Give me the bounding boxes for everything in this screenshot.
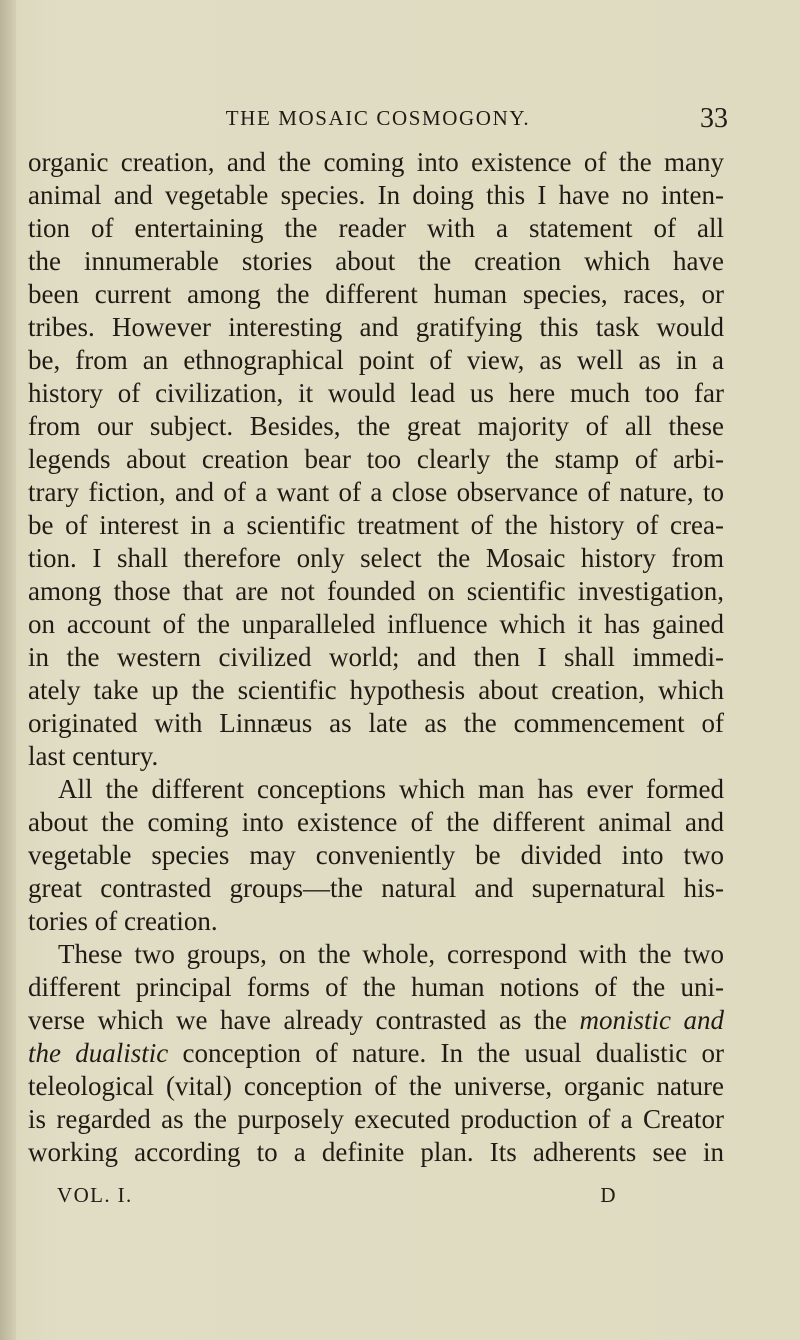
text-line: originated with Linnæus as late as the commencement of [28, 708, 724, 738]
binding-gutter [0, 0, 16, 1340]
text-line: legends about creation bear too clearly the stamp of arbi- [28, 444, 724, 474]
text-line: vegetable species may conveniently be divided into two [28, 840, 724, 870]
text-line: All the different conceptions which man has ever formed [58, 774, 724, 804]
page-number: 33 [700, 103, 728, 134]
text-line: working according to a definite plan. Its adherents see in [28, 1137, 724, 1167]
text-line: teleological (vital) conception of the universe, organic nature [28, 1071, 724, 1101]
text-line: trary fiction, and of a want of a close observance of nature, to [28, 477, 724, 507]
text-span: verse which we have already contrasted as the [28, 1005, 580, 1035]
text-line: on account of the unparalleled influence which it has gained [28, 609, 724, 639]
text-line: tories of creation. [28, 906, 218, 936]
italic-term: monistic and [579, 1005, 724, 1035]
paragraph-2 [28, 773, 724, 938]
text-line: last century. [28, 741, 159, 771]
text-line: among those that are not founded on scientific investigation, [28, 576, 724, 606]
volume-mark: VOL. I. [57, 1183, 133, 1207]
running-head [28, 103, 728, 136]
signature-mark: D [600, 1183, 617, 1207]
text-line: different principal forms of the human notions of the uni- [28, 972, 724, 1002]
page-footer [57, 1183, 617, 1213]
text-line: about the coming into existence of the different animal and [28, 807, 724, 837]
text-line: been current among the different human species, races, or [28, 279, 724, 309]
text-line: history of civilization, it would lead us here much too far [28, 378, 724, 408]
text-line: tion. I shall therefore only select the Mosaic history from [28, 543, 724, 573]
text-line: is regarded as the purposely executed production of a Creator [28, 1104, 724, 1134]
text-line: These two groups, on the whole, correspond with the two [58, 939, 724, 969]
text-line: tribes. However interesting and gratifying this task would [28, 312, 724, 342]
text-line: organic creation, and the coming into existence of the many [28, 147, 724, 177]
paragraph-1 [28, 146, 724, 773]
paragraph-3 [28, 938, 724, 1169]
text-line: be of interest in a scientific treatment of the history of crea- [28, 510, 724, 540]
running-title: THE MOSAIC COSMOGONY. [225, 106, 531, 130]
text-span: conception of nature. In the usual dualistic or [168, 1038, 724, 1068]
text-line-with-italic [28, 1004, 724, 1037]
text-line: animal and vegetable species. In doing this I have no inten- [28, 180, 724, 210]
text-line: from our subject. Besides, the great majority of all these [28, 411, 724, 441]
text-line: ately take up the scientific hypothesis about creation, which [28, 675, 724, 705]
body-text [28, 146, 724, 1169]
text-line: great contrasted groups—the natural and supernatural his- [28, 873, 724, 903]
text-line: be, from an ethnographical point of view, as well as in a [28, 345, 724, 375]
italic-term: the dualistic [28, 1038, 169, 1068]
text-line: tion of entertaining the reader with a statement of all [28, 213, 724, 243]
text-line: in the western civilized world; and then I shall immedi- [28, 642, 724, 672]
text-line: the innumerable stories about the creation which have [28, 246, 724, 276]
text-line-with-italic [28, 1037, 724, 1070]
